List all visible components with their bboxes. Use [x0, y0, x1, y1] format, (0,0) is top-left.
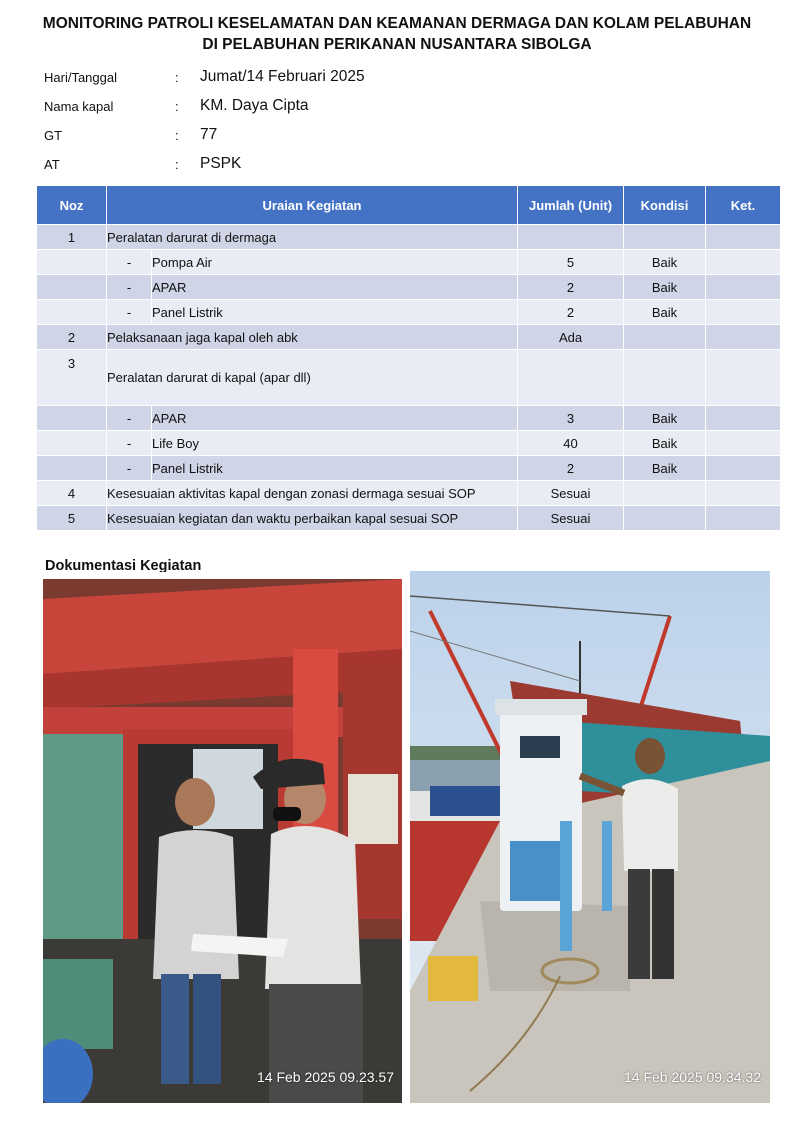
cell-kondisi: Baik — [624, 406, 706, 431]
meta-row-at — [44, 155, 744, 175]
cell-ket — [706, 350, 781, 406]
meta-value: Jumat/14 Februari 2025 — [200, 68, 365, 85]
cell-item: APAR — [152, 275, 518, 300]
photo-pier-panel — [410, 571, 770, 1103]
document-title — [0, 13, 794, 55]
meta-row-ship — [44, 97, 744, 117]
meta-colon: : — [175, 99, 179, 114]
cell-item: Panel Listrik — [152, 300, 518, 325]
header-jumlah: Jumlah (Unit) — [518, 186, 624, 225]
cell-ket — [706, 431, 781, 456]
table-row — [37, 225, 781, 250]
cell-jumlah: 2 — [518, 275, 624, 300]
cell-jumlah: Sesuai — [518, 506, 624, 531]
cell-jumlah — [518, 350, 624, 406]
cell-kondisi: Baik — [624, 431, 706, 456]
meta-label: GT — [44, 128, 63, 143]
meta-colon: : — [175, 70, 179, 85]
cell-dash: - — [107, 250, 152, 275]
meta-colon: : — [175, 128, 179, 143]
cell-jumlah: Sesuai — [518, 481, 624, 506]
cell-no: 2 — [37, 325, 107, 350]
cell-dash: - — [107, 275, 152, 300]
cell-item: Pompa Air — [152, 250, 518, 275]
table-row — [37, 456, 781, 481]
cell-jumlah: Ada — [518, 325, 624, 350]
photo-pier-panel-image — [410, 571, 770, 1103]
title-line-2: DI PELABUHAN PERIKANAN NUSANTARA SIBOLGA — [202, 36, 592, 53]
cell-ket — [706, 250, 781, 275]
patrol-table — [36, 185, 781, 531]
cell-uraian: Peralatan darurat di kapal (apar dll) — [107, 350, 518, 406]
table-row — [37, 300, 781, 325]
cell-no: 1 — [37, 225, 107, 250]
photo-2-timestamp: 14 Feb 2025 09.34.32 — [624, 1069, 762, 1085]
cell-item: Panel Listrik — [152, 456, 518, 481]
meta-label: Nama kapal — [44, 99, 114, 114]
cell-no — [37, 406, 107, 431]
cell-kondisi — [624, 325, 706, 350]
cell-no — [37, 431, 107, 456]
cell-kondisi — [624, 506, 706, 531]
photo-ship-inspection-image — [43, 579, 402, 1103]
meta-colon: : — [175, 157, 179, 172]
cell-kondisi: Baik — [624, 250, 706, 275]
cell-ket — [706, 325, 781, 350]
title-line-1: MONITORING PATROLI KESELAMATAN DAN KEAMANAN DERMAGA DAN KOLAM PELABUHAN — [42, 15, 752, 32]
table-row — [37, 406, 781, 431]
cell-dash: - — [107, 406, 152, 431]
table-row — [37, 506, 781, 531]
cell-kondisi — [624, 225, 706, 250]
meta-value: 77 — [200, 126, 218, 143]
cell-ket — [706, 225, 781, 250]
header-uraian: Uraian Kegiatan — [107, 186, 518, 225]
cell-ket — [706, 300, 781, 325]
documentation-heading: Dokumentasi Kegiatan — [45, 558, 202, 572]
cell-uraian: Pelaksanaan jaga kapal oleh abk — [107, 325, 518, 350]
meta-value: PSPK — [200, 155, 242, 172]
header-kondisi: Kondisi — [624, 186, 706, 225]
cell-item: Life Boy — [152, 431, 518, 456]
cell-jumlah: 2 — [518, 300, 624, 325]
cell-jumlah — [518, 225, 624, 250]
cell-ket — [706, 481, 781, 506]
table-row — [37, 275, 781, 300]
meta-label: Hari/Tanggal — [44, 70, 117, 85]
cell-no — [37, 275, 107, 300]
cell-no: 4 — [37, 481, 107, 506]
table-row — [37, 325, 781, 350]
meta-label: AT — [44, 157, 60, 172]
photo-1-timestamp: 14 Feb 2025 09.23.57 — [257, 1069, 395, 1085]
cell-item: APAR — [152, 406, 518, 431]
cell-no — [37, 300, 107, 325]
cell-uraian: Kesesuaian kegiatan dan waktu perbaikan kapal sesuai SOP — [107, 506, 518, 531]
table-row — [37, 481, 781, 506]
cell-ket — [706, 456, 781, 481]
cell-jumlah: 40 — [518, 431, 624, 456]
cell-kondisi: Baik — [624, 456, 706, 481]
cell-jumlah: 3 — [518, 406, 624, 431]
table-row — [37, 250, 781, 275]
cell-no — [37, 456, 107, 481]
cell-kondisi — [624, 481, 706, 506]
cell-dash: - — [107, 456, 152, 481]
table-row — [37, 350, 781, 406]
cell-uraian: Kesesuaian aktivitas kapal dengan zonasi dermaga sesuai SOP — [107, 481, 518, 506]
cell-ket — [706, 506, 781, 531]
meta-value: KM. Daya Cipta — [200, 97, 309, 114]
cell-no — [37, 250, 107, 275]
meta-row-gt — [44, 126, 744, 146]
cell-kondisi: Baik — [624, 275, 706, 300]
table-header-row — [37, 186, 781, 225]
header-no: Noz — [37, 186, 107, 225]
cell-kondisi — [624, 350, 706, 406]
cell-jumlah: 2 — [518, 456, 624, 481]
cell-no: 3 — [37, 350, 107, 406]
cell-ket — [706, 406, 781, 431]
cell-dash: - — [107, 300, 152, 325]
meta-row-date — [44, 68, 744, 88]
photo-ship-inspection — [43, 579, 402, 1103]
table-row — [37, 431, 781, 456]
cell-ket — [706, 275, 781, 300]
cell-dash: - — [107, 431, 152, 456]
cell-uraian: Peralatan darurat di dermaga — [107, 225, 518, 250]
header-ket: Ket. — [706, 186, 781, 225]
cell-no: 5 — [37, 506, 107, 531]
cell-kondisi: Baik — [624, 300, 706, 325]
cell-jumlah: 5 — [518, 250, 624, 275]
